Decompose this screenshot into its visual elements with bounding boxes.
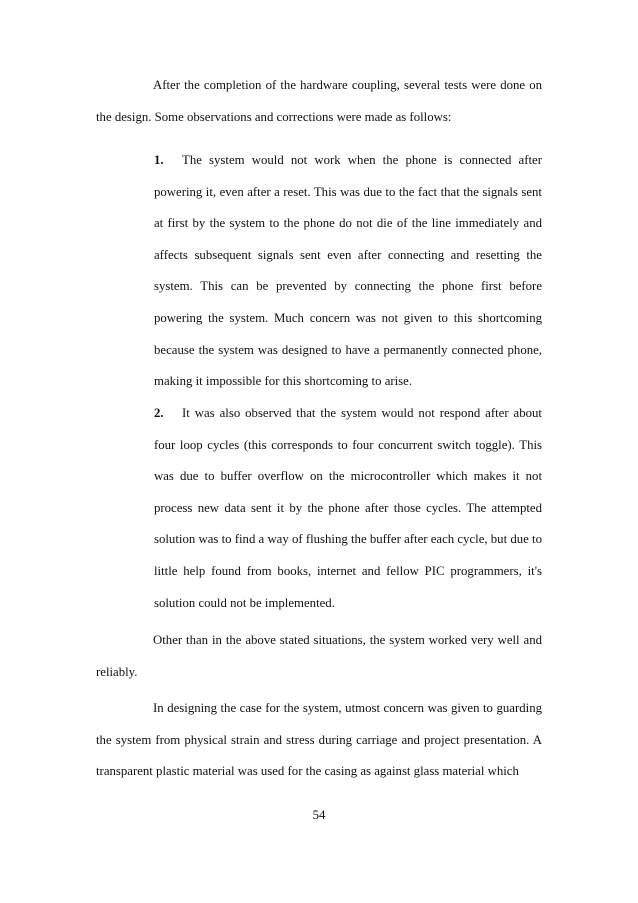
observation-number: 2. — [154, 406, 164, 420]
observation-text: It was also observed that the system would not respond after about four loop cycles (this corresponds to four concurrent switch toggle). This was due to buffer overflow on the microcontroller which makes it not process new data sent it by the phone after those cycles. The attempted solution was to find a way of flushing the buffer after each cycle, but due to little help found from books, internet and fellow PIC programmers, it's solution could not be implemented. — [154, 406, 542, 610]
summary-paragraph: Other than in the above stated situations, the system worked very well and reliably. — [96, 633, 542, 679]
case-design-paragraph: In designing the case for the system, utmost concern was given to guarding the system from physical strain and stress during carriage and project presentation. A transparent plastic material was used for the casing as against glass material which — [96, 701, 542, 779]
observation-item-1 — [154, 145, 542, 398]
intro-paragraph: After the completion of the hardware coupling, several tests were done on the design. Some observations and corrections were made as follows: — [96, 78, 542, 124]
page-number: 54 — [312, 808, 326, 822]
observation-number: 1. — [154, 153, 164, 167]
observation-item-2 — [154, 398, 542, 619]
observation-text: The system would not work when the phone is connected after powering it, even after a reset. This was due to the fact that the signals sent at first by the system to the phone do not die of the line immediately and affects subsequent signals sent even after connecting and resetting the system. This can be prevented by connecting the phone first before powering the system. Much concern was not given to this shortcoming because the system was designed to have a permanently connected phone, making it impossible for this shortcoming to arise. — [154, 153, 542, 389]
